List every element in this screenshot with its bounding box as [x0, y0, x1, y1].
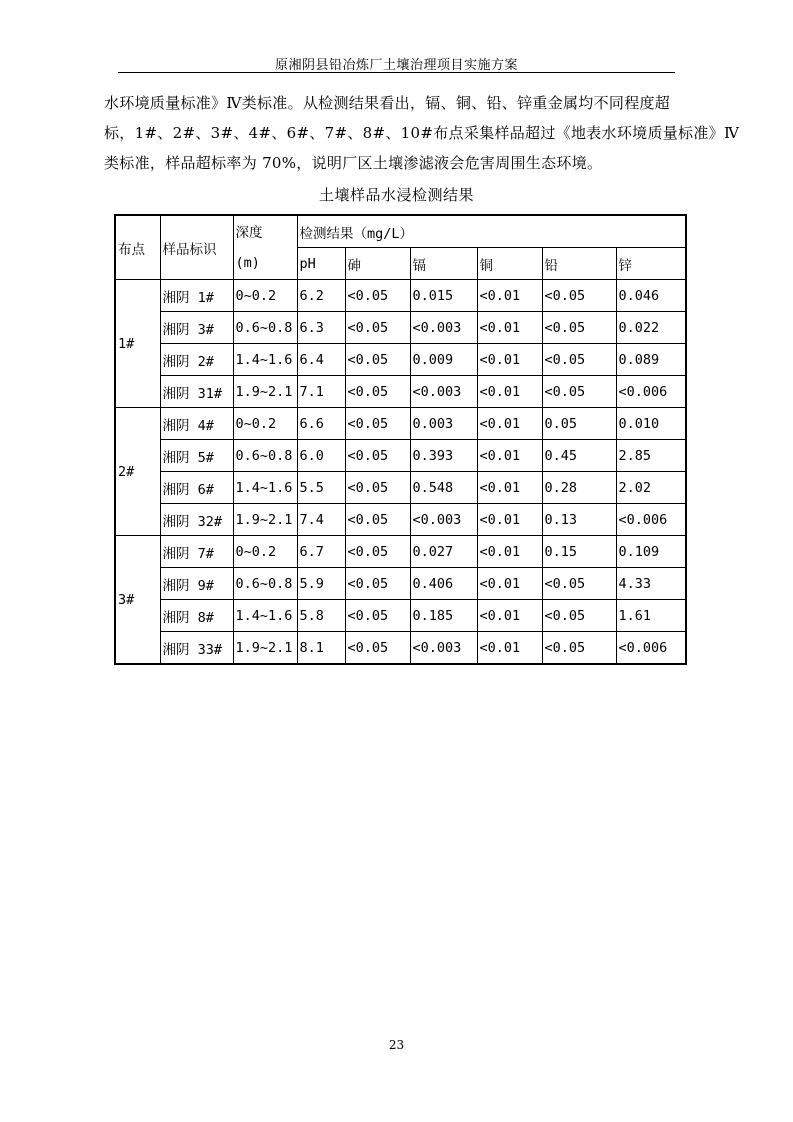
ph-cell: 6.4: [297, 344, 345, 376]
cadmium-cell: <0.003: [410, 376, 477, 408]
lead-cell: <0.05: [542, 568, 616, 600]
table-caption: 土壤样品水浸检测结果: [318, 186, 474, 204]
copper-cell: <0.01: [477, 440, 542, 472]
ph-cell: 5.5: [297, 472, 345, 504]
table-row: [115, 536, 686, 568]
arsenic-cell: <0.05: [345, 472, 410, 504]
cadmium-cell: 0.009: [410, 344, 477, 376]
leaching-results-table: [114, 214, 687, 665]
lead-cell: <0.05: [542, 632, 616, 665]
cadmium-cell: 0.185: [410, 600, 477, 632]
depth-cell: 0~0.2: [233, 280, 297, 312]
ph-cell: 5.8: [297, 600, 345, 632]
header-ph: pH: [297, 248, 345, 280]
site-cell: 3#: [115, 536, 160, 665]
arsenic-cell: <0.05: [345, 568, 410, 600]
table-row: [115, 632, 686, 665]
sample-id-cell: 湘阴 8#: [160, 600, 233, 632]
cadmium-cell: 0.548: [410, 472, 477, 504]
lead-cell: 0.05: [542, 408, 616, 440]
table-row: [115, 472, 686, 504]
table-row: [115, 408, 686, 440]
arsenic-cell: <0.05: [345, 280, 410, 312]
header-site: 布点: [115, 215, 160, 280]
header-depth-label: 深度: [235, 224, 263, 241]
header-sample-id: 样品标识: [160, 215, 233, 280]
copper-cell: <0.01: [477, 504, 542, 536]
depth-cell: 0~0.2: [233, 408, 297, 440]
zinc-cell: 1.61: [616, 600, 686, 632]
ph-cell: 7.1: [297, 376, 345, 408]
ph-cell: 6.2: [297, 280, 345, 312]
lead-cell: <0.05: [542, 376, 616, 408]
table-row: [115, 280, 686, 312]
page-number: 23: [388, 1038, 405, 1052]
sample-id-cell: 湘阴 31#: [160, 376, 233, 408]
depth-cell: 1.4~1.6: [233, 344, 297, 376]
depth-cell: 1.9~2.1: [233, 504, 297, 536]
ph-cell: 6.6: [297, 408, 345, 440]
header-cadmium: 镉: [410, 248, 477, 280]
table-row: [115, 376, 686, 408]
zinc-cell: 0.089: [616, 344, 686, 376]
depth-cell: 0.6~0.8: [233, 440, 297, 472]
header-zinc: 锌: [616, 248, 686, 280]
header-results: 检测结果（mg/L）: [297, 215, 686, 248]
zinc-cell: <0.006: [616, 504, 686, 536]
cadmium-cell: 0.003: [410, 408, 477, 440]
lead-cell: 0.28: [542, 472, 616, 504]
depth-cell: 1.9~2.1: [233, 632, 297, 665]
zinc-cell: 0.109: [616, 536, 686, 568]
cadmium-cell: <0.003: [410, 312, 477, 344]
table-row: [115, 440, 686, 472]
table-row: [115, 600, 686, 632]
sample-id-cell: 湘阴 33#: [160, 632, 233, 665]
copper-cell: <0.01: [477, 280, 542, 312]
header-arsenic: 砷: [345, 248, 410, 280]
header-depth-unit: (m): [235, 254, 260, 271]
cadmium-cell: 0.015: [410, 280, 477, 312]
sample-id-cell: 湘阴 4#: [160, 408, 233, 440]
zinc-cell: 0.022: [616, 312, 686, 344]
paragraph-line: 标，1#、2#、3#、4#、6#、7#、8#、10#布点采集样品超过《地表水环境质量标准》Ⅳ: [104, 124, 740, 142]
ph-cell: 7.4: [297, 504, 345, 536]
header-copper: 铜: [477, 248, 542, 280]
zinc-cell: <0.006: [616, 376, 686, 408]
sample-id-cell: 湘阴 32#: [160, 504, 233, 536]
header-lead: 铅: [542, 248, 616, 280]
ph-cell: 6.0: [297, 440, 345, 472]
sample-id-cell: 湘阴 3#: [160, 312, 233, 344]
depth-cell: 0.6~0.8: [233, 312, 297, 344]
lead-cell: 0.45: [542, 440, 616, 472]
zinc-cell: 0.046: [616, 280, 686, 312]
lead-cell: <0.05: [542, 344, 616, 376]
sample-id-cell: 湘阴 1#: [160, 280, 233, 312]
depth-cell: 0.6~0.8: [233, 568, 297, 600]
zinc-cell: 2.02: [616, 472, 686, 504]
copper-cell: <0.01: [477, 568, 542, 600]
lead-cell: 0.13: [542, 504, 616, 536]
paragraph-line: 水环境质量标准》Ⅳ类标准。从检测结果看出，镉、铜、铅、锌重金属均不同程度超: [104, 94, 671, 112]
lead-cell: 0.15: [542, 536, 616, 568]
site-cell: 1#: [115, 280, 160, 408]
cadmium-cell: 0.027: [410, 536, 477, 568]
header-row: [115, 215, 686, 248]
cadmium-cell: <0.003: [410, 504, 477, 536]
zinc-cell: <0.006: [616, 632, 686, 665]
depth-cell: 0~0.2: [233, 536, 297, 568]
lead-cell: <0.05: [542, 280, 616, 312]
sample-id-cell: 湘阴 2#: [160, 344, 233, 376]
site-cell: 2#: [115, 408, 160, 536]
depth-cell: 1.4~1.6: [233, 472, 297, 504]
ph-cell: 5.9: [297, 568, 345, 600]
depth-cell: 1.4~1.6: [233, 600, 297, 632]
copper-cell: <0.01: [477, 472, 542, 504]
running-header-title: 原湘阴县铅冶炼厂土壤治理项目实施方案: [274, 58, 518, 73]
copper-cell: <0.01: [477, 408, 542, 440]
arsenic-cell: <0.05: [345, 312, 410, 344]
zinc-cell: 0.010: [616, 408, 686, 440]
copper-cell: <0.01: [477, 600, 542, 632]
arsenic-cell: <0.05: [345, 408, 410, 440]
table-row: [115, 312, 686, 344]
cadmium-cell: <0.003: [410, 632, 477, 665]
ph-cell: 6.3: [297, 312, 345, 344]
table-row: [115, 568, 686, 600]
zinc-cell: 2.85: [616, 440, 686, 472]
sample-id-cell: 湘阴 7#: [160, 536, 233, 568]
header-divider: [118, 72, 675, 73]
copper-cell: <0.01: [477, 312, 542, 344]
sample-id-cell: 湘阴 6#: [160, 472, 233, 504]
arsenic-cell: <0.05: [345, 632, 410, 665]
arsenic-cell: <0.05: [345, 504, 410, 536]
copper-cell: <0.01: [477, 536, 542, 568]
depth-cell: 1.9~2.1: [233, 376, 297, 408]
zinc-cell: 4.33: [616, 568, 686, 600]
cadmium-cell: 0.406: [410, 568, 477, 600]
paragraph-line: 类标准，样品超标率为 70%，说明厂区土壤渗滤液会危害周围生态环境。: [104, 154, 603, 172]
copper-cell: <0.01: [477, 632, 542, 665]
sample-id-cell: 湘阴 5#: [160, 440, 233, 472]
arsenic-cell: <0.05: [345, 600, 410, 632]
body-paragraph: [104, 88, 740, 178]
table-row: [115, 344, 686, 376]
arsenic-cell: <0.05: [345, 536, 410, 568]
table-row: [115, 504, 686, 536]
arsenic-cell: <0.05: [345, 440, 410, 472]
sample-id-cell: 湘阴 9#: [160, 568, 233, 600]
arsenic-cell: <0.05: [345, 344, 410, 376]
lead-cell: <0.05: [542, 312, 616, 344]
lead-cell: <0.05: [542, 600, 616, 632]
header-depth: [233, 215, 297, 280]
arsenic-cell: <0.05: [345, 376, 410, 408]
ph-cell: 6.7: [297, 536, 345, 568]
copper-cell: <0.01: [477, 376, 542, 408]
cadmium-cell: 0.393: [410, 440, 477, 472]
copper-cell: <0.01: [477, 344, 542, 376]
ph-cell: 8.1: [297, 632, 345, 665]
